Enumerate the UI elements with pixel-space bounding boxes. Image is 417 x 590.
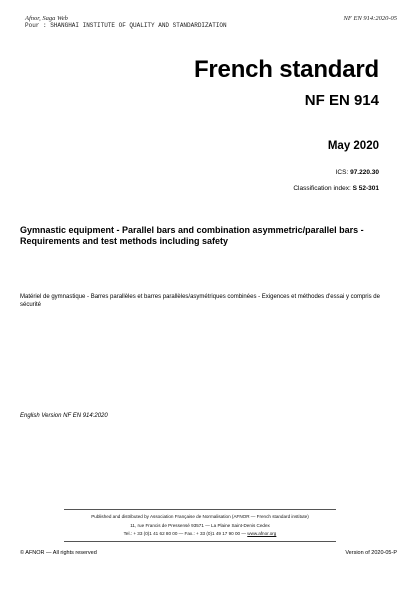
publisher-line-2: 11, rue Francis de Pressensé 93571 — La Plaine Saint-Denis Cedex bbox=[130, 522, 270, 528]
copyright-notice: © AFNOR — All rights reserved bbox=[20, 550, 97, 556]
french-title: Matériel de gymnastique - Barres parallèles et barres parallèles/asymétriques combinées - Exigences et méthodes d'essai y compris de sécurité bbox=[20, 294, 380, 308]
doc-type-title: French standard bbox=[193, 56, 379, 83]
publisher-contact: Tel.: + 33 (0)1 41 62 80 00 — Fax.: + 33 (0)1 49 17 90 00 — bbox=[123, 531, 248, 536]
english-title: Gymnastic equipment - Parallel bars and combination asymmetric/parallel bars - Requirements and test methods including safety bbox=[20, 225, 364, 246]
ics-label: ICS: bbox=[335, 169, 351, 176]
classification-value: S 52-301 bbox=[352, 185, 379, 192]
publisher-top-rule bbox=[64, 509, 336, 510]
publisher-block bbox=[64, 513, 336, 539]
publisher-line-3 bbox=[64, 530, 336, 539]
classification-label: Classification index: bbox=[293, 185, 353, 192]
afnor-website-link[interactable]: www.afnor.org bbox=[247, 531, 277, 536]
publisher-bottom-rule bbox=[64, 541, 336, 542]
header-left bbox=[25, 15, 227, 29]
doc-reference: NF EN 914:2020-05 bbox=[343, 15, 397, 22]
english-version-note: English Version NF EN 914:2020 bbox=[20, 413, 108, 419]
standard-number: NF EN 914 bbox=[304, 92, 379, 109]
ics-value: 97.220.30 bbox=[350, 169, 379, 176]
version-notice: Version of 2020-05-P bbox=[345, 550, 397, 556]
ics-line bbox=[336, 169, 379, 176]
publication-date: May 2020 bbox=[327, 140, 379, 152]
classification-line bbox=[293, 185, 379, 192]
source-line: Afnor, Saga Web bbox=[25, 15, 68, 22]
pour-line: Pour : SHANGHAI INSTITUTE OF QUALITY AND STANDARDIZATION bbox=[25, 22, 227, 29]
publisher-line-1: Published and distributed by Association Française de Normalisation (AFNOR — French standard institute) bbox=[91, 514, 309, 519]
